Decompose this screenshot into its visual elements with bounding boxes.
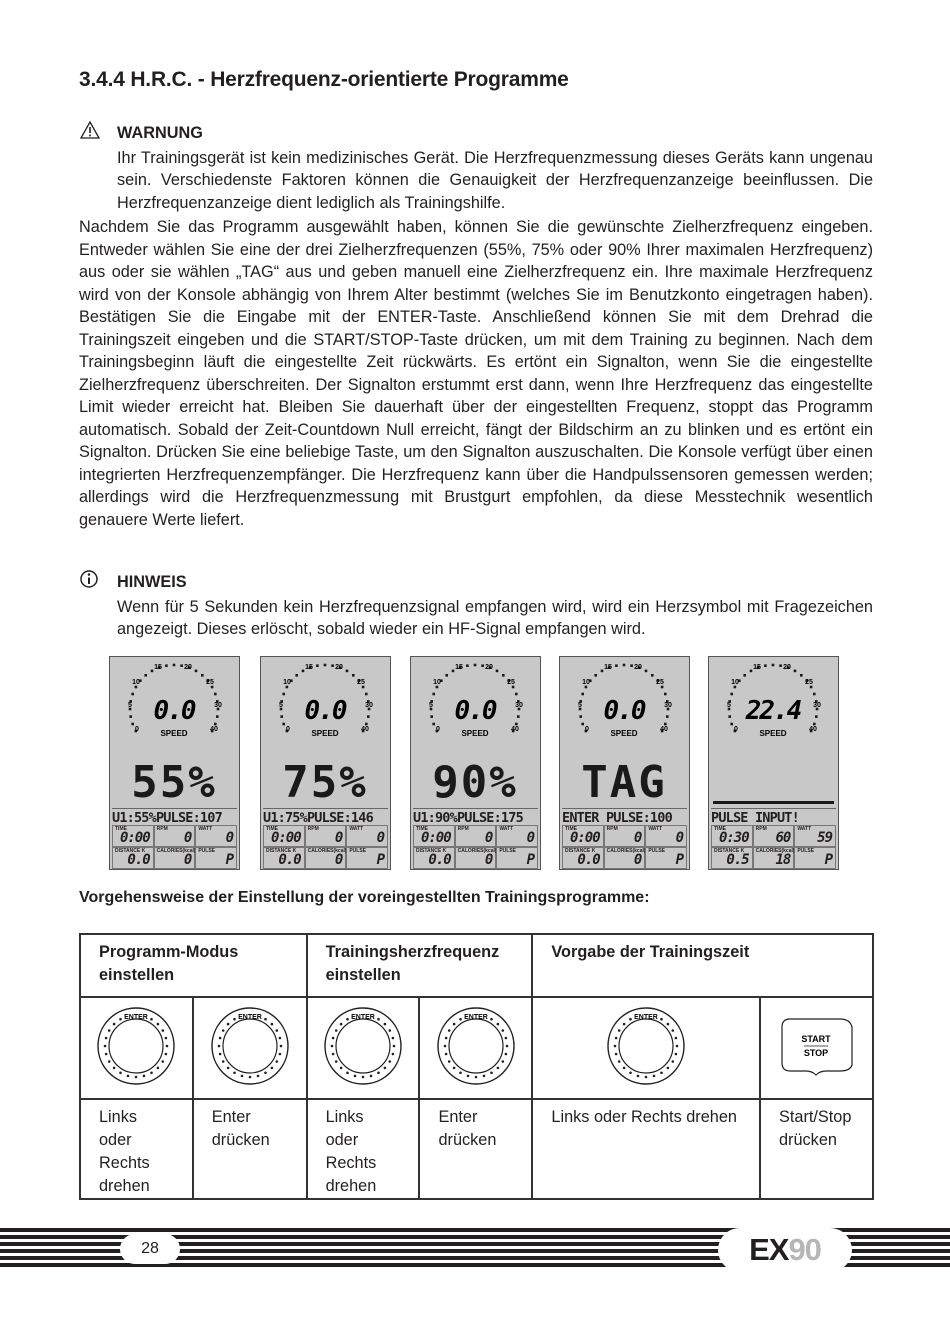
caption-turn: Links oder Rechts drehen	[307, 1099, 420, 1199]
time-label: TIME	[714, 826, 726, 832]
pulse-value: P	[225, 852, 233, 868]
caption-enter: Enter drücken	[419, 1099, 532, 1199]
metrics-grid	[263, 825, 388, 869]
info-circle-icon	[79, 569, 117, 596]
metrics-grid	[413, 825, 538, 869]
svg-text:5: 5	[128, 702, 132, 709]
enter-knob-icon	[323, 1013, 403, 1090]
header-heart-rate: Trainingsherzfrequenz einstellen	[307, 934, 533, 997]
watt-label: WATT	[648, 826, 663, 832]
knob-cell	[193, 997, 307, 1099]
procedure-table	[79, 933, 874, 1200]
rpm-value: 0	[484, 830, 493, 846]
svg-text:30: 30	[365, 702, 373, 709]
svg-text:5: 5	[429, 702, 433, 709]
svg-text:30: 30	[813, 702, 821, 709]
time-label: TIME	[266, 826, 278, 832]
status-line: PULSE INPUT!	[711, 808, 836, 826]
status-line: U1:75%PULSE:146	[263, 808, 388, 826]
svg-text:ENTER: ENTER	[634, 1013, 659, 1021]
program-display	[413, 749, 538, 811]
svg-text:5: 5	[578, 702, 582, 709]
program-display	[112, 749, 237, 811]
pulse-value: P	[675, 852, 683, 868]
caption-enter: Enter drücken	[193, 1099, 307, 1199]
watt-value: 0	[225, 830, 233, 846]
svg-text:30: 30	[664, 702, 672, 709]
speed-gauge	[411, 657, 540, 745]
pulse-label: PULSE	[648, 848, 665, 854]
lcd-display-row	[109, 656, 869, 872]
calories-label: CALORIES(kcal)	[457, 848, 497, 854]
hint-box	[79, 569, 873, 641]
knob-cell	[419, 997, 532, 1099]
pulse-value: P	[824, 852, 832, 868]
svg-text:30: 30	[214, 702, 222, 709]
watt-value: 0	[526, 830, 534, 846]
knob-cell	[80, 997, 193, 1099]
procedure-title: Vorgehensweise der Einstellung der voreingestellten Trainingsprogramme:	[79, 889, 650, 906]
svg-text:10: 10	[731, 679, 739, 686]
distance-value: 0.0	[577, 852, 600, 868]
start-stop-cell	[760, 997, 873, 1099]
distance-label: DISTANCE K	[416, 848, 447, 854]
start-stop-button-icon	[776, 1015, 858, 1077]
knob-cell	[307, 997, 420, 1099]
caption-start-stop: Start/Stop drücken	[760, 1099, 873, 1199]
warning-triangle-icon	[79, 120, 117, 147]
pulse-label: PULSE	[198, 848, 215, 854]
svg-text:15: 15	[305, 664, 313, 671]
program-display	[562, 749, 687, 811]
calories-label: CALORIES(kcal)	[307, 848, 347, 854]
lcd-display	[109, 656, 240, 870]
watt-label: WATT	[349, 826, 364, 832]
time-label: TIME	[115, 826, 127, 832]
distance-value: 0.0	[278, 852, 301, 868]
distance-value: 0.0	[428, 852, 451, 868]
time-label: TIME	[565, 826, 577, 832]
svg-text:40: 40	[361, 726, 369, 733]
speed-label: SPEED	[160, 729, 188, 738]
svg-text:15: 15	[154, 664, 162, 671]
metrics-grid	[112, 825, 237, 869]
program-value: 55%	[131, 757, 217, 808]
svg-text:10: 10	[283, 679, 291, 686]
brand-logo: EX90	[718, 1228, 852, 1272]
svg-text:0: 0	[286, 726, 290, 733]
calories-value: 0	[484, 852, 493, 868]
speed-gauge	[709, 657, 838, 745]
time-value: 0:00	[270, 830, 301, 846]
speed-label: SPEED	[759, 729, 787, 738]
svg-text:15: 15	[455, 664, 463, 671]
status-line: ENTER PULSE:100	[562, 808, 687, 826]
svg-text:40: 40	[809, 726, 817, 733]
svg-text:ENTER: ENTER	[237, 1013, 262, 1021]
hint-title: HINWEIS	[117, 573, 187, 591]
time-value: 0:00	[119, 830, 150, 846]
calories-value: 0	[633, 852, 642, 868]
metrics-grid	[711, 825, 836, 869]
svg-text:25: 25	[507, 679, 515, 686]
svg-text:15: 15	[753, 664, 761, 671]
program-value: TAG	[581, 757, 667, 808]
distance-label: DISTANCE K	[565, 848, 596, 854]
calories-label: CALORIES(kcal)	[755, 848, 795, 854]
watt-value: 0	[675, 830, 683, 846]
svg-text:30: 30	[515, 702, 523, 709]
svg-text:5: 5	[279, 702, 283, 709]
metrics-grid	[562, 825, 687, 869]
rpm-label: RPM	[606, 826, 618, 832]
svg-text:25: 25	[357, 679, 365, 686]
time-value: 0:00	[420, 830, 451, 846]
rpm-label: RPM	[755, 826, 767, 832]
svg-text:20: 20	[184, 664, 192, 671]
rpm-value: 0	[183, 830, 192, 846]
enter-knob-icon	[210, 1013, 290, 1090]
section-heading: 3.4.4 H.R.C. - Herzfrequenz-orientierte Programme	[79, 68, 569, 91]
calories-label: CALORIES(kcal)	[156, 848, 196, 854]
distance-value: 0.0	[127, 852, 150, 868]
hint-text: Wenn für 5 Sekunden kein Herzfrequenzsignal empfangen wird, wird ein Herzsymbol mit Fragezeichen angezeigt. Dieses erlöscht, sobald wieder ein HF-Signal empfangen wird.	[117, 597, 873, 638]
warning-box	[79, 120, 873, 214]
svg-text:ENTER: ENTER	[351, 1013, 375, 1021]
watt-value: 59	[817, 830, 832, 846]
calories-value: 0	[183, 852, 192, 868]
speed-value: 0.0	[454, 696, 496, 726]
svg-text:0: 0	[135, 726, 139, 733]
svg-text:10: 10	[433, 679, 441, 686]
pulse-value: P	[526, 852, 534, 868]
time-value: 0:30	[718, 830, 749, 846]
program-value: 90%	[432, 757, 518, 808]
lcd-display	[708, 656, 839, 870]
speed-value: 0.0	[304, 696, 346, 726]
svg-text:20: 20	[335, 664, 343, 671]
svg-text:40: 40	[511, 726, 519, 733]
speed-value: 22.4	[745, 696, 801, 726]
program-display	[263, 749, 388, 811]
caption-turn: Links oder Rechts drehen	[532, 1099, 760, 1199]
warning-title: WARNUNG	[117, 124, 203, 142]
speed-label: SPEED	[311, 729, 339, 738]
svg-text:10: 10	[132, 679, 140, 686]
svg-text:20: 20	[634, 664, 642, 671]
calories-value: 0	[334, 852, 343, 868]
svg-text:25: 25	[206, 679, 214, 686]
enter-knob-icon	[96, 1013, 176, 1090]
warning-text: Ihr Trainingsgerät ist kein medizinisches Gerät. Die Herzfrequenzmessung dieses Geräts kann ungenau sein. Verschiedenste Faktoren können die Genauigkeit der Herzfrequenzanzeige beeinflussen. Die Herzfrequenzanzeige dient lediglich als Trainingshilfe.	[117, 148, 873, 212]
watt-label: WATT	[198, 826, 213, 832]
svg-text:15: 15	[604, 664, 612, 671]
knob-cell	[532, 997, 760, 1099]
lcd-display	[559, 656, 690, 870]
caption-turn: Links oder Rechts drehen	[80, 1099, 193, 1199]
rpm-value: 0	[334, 830, 343, 846]
status-line: U1:55%PULSE:107	[112, 808, 237, 826]
body-paragraph: Nachdem Sie das Programm ausgewählt haben, können Sie die gewünschte Zielherzfrequenz eingeben. Entweder wählen Sie eine der drei Zielherzfrequenzen (55%, 75% oder 90% Ihrer maximalen Herzfrequenz) aus oder sie wählen „TAG“ aus und geben manuell eine Zielherzfrequenz ein. Ihre maximale Herzfrequenz wird von der Konsole abhängig von Ihrem Alter bestimmt (welches Sie im Benutzkonto eingetragen haben). Bestätigen Sie die Eingabe mit der ENTER-Taste. Anschließend können Sie mit dem Drehrad die Trainingszeit eingeben und die START/STOP-Taste drücken, um mit dem Training zu beginnen. Nach dem Trainingsbeginn läuft die eingestellte Zeit rückwärts. Es ertönt ein Signalton, wenn Sie die eingestellte Zielherzfrequenz überschreiten. Der Signalton erstummt erst dann, wenn Ihre Herzfrequenz das eingestellte Limit wieder erreicht hat. Bleiben Sie dauerhaft über der eingestellten Frequenz, stoppt das Programm automatisch. Sobald der Zeit-Countdown Null erreicht, fängt der Bildschirm an zu blinken und es ertönt ein Signalton. Drücken Sie eine beliebige Taste, um den Signalton auszuschalten. Die Konsole verfügt über einen integrierten Herzfrequenzempfänger. Die Herzfrequenz kann über die Handpulssensoren gemessen werden; allerdings wird die Herzfrequenzmessung mit Brustgurt empfohlen, da diese Messtechnik wesentlich genauere Werte liefert.	[79, 218, 873, 529]
speed-gauge	[560, 657, 689, 745]
program-display	[711, 749, 836, 811]
distance-label: DISTANCE K	[115, 848, 146, 854]
svg-text:0: 0	[585, 726, 589, 733]
enter-knob-icon	[606, 1013, 686, 1090]
status-line: U1:90%PULSE:175	[413, 808, 538, 826]
rpm-label: RPM	[457, 826, 469, 832]
svg-text:10: 10	[582, 679, 590, 686]
svg-text:0: 0	[734, 726, 738, 733]
rpm-value: 0	[633, 830, 642, 846]
pulse-label: PULSE	[499, 848, 516, 854]
svg-text:20: 20	[485, 664, 493, 671]
stop-label: STOP	[803, 1047, 828, 1058]
pulse-label: PULSE	[349, 848, 366, 854]
calories-label: CALORIES(kcal)	[606, 848, 646, 854]
svg-text:0: 0	[436, 726, 440, 733]
pulse-value: P	[376, 852, 384, 868]
header-program-mode: Programm-Modus einstellen	[80, 934, 307, 997]
rpm-label: RPM	[156, 826, 168, 832]
speed-label: SPEED	[461, 729, 489, 738]
calories-value: 18	[775, 852, 791, 868]
speed-label: SPEED	[610, 729, 638, 738]
watt-value: 0	[376, 830, 384, 846]
svg-text:40: 40	[210, 726, 218, 733]
page-number: 28	[120, 1234, 180, 1264]
header-training-time: Vorgabe der Trainingszeit	[532, 934, 873, 997]
speed-value: 0.0	[603, 696, 645, 726]
svg-text:ENTER: ENTER	[464, 1013, 488, 1021]
lcd-display	[410, 656, 541, 870]
rpm-value: 60	[775, 830, 791, 846]
time-value: 0:00	[569, 830, 600, 846]
svg-text:ENTER: ENTER	[124, 1013, 149, 1021]
svg-text:25: 25	[805, 679, 813, 686]
enter-knob-icon	[436, 1013, 516, 1090]
watt-label: WATT	[797, 826, 812, 832]
start-label: START	[800, 1033, 831, 1044]
time-label: TIME	[416, 826, 428, 832]
program-value: 75%	[282, 757, 368, 808]
watt-label: WATT	[499, 826, 514, 832]
distance-label: DISTANCE K	[714, 848, 745, 854]
svg-text:20: 20	[783, 664, 791, 671]
pulse-label: PULSE	[797, 848, 814, 854]
distance-label: DISTANCE K	[266, 848, 297, 854]
speed-gauge	[261, 657, 390, 745]
speed-value: 0.0	[153, 696, 195, 726]
distance-value: 0.5	[726, 852, 749, 868]
speed-gauge	[110, 657, 239, 745]
svg-text:40: 40	[660, 726, 668, 733]
rpm-label: RPM	[307, 826, 319, 832]
svg-text:5: 5	[727, 702, 731, 709]
svg-text:25: 25	[656, 679, 664, 686]
lcd-display	[260, 656, 391, 870]
